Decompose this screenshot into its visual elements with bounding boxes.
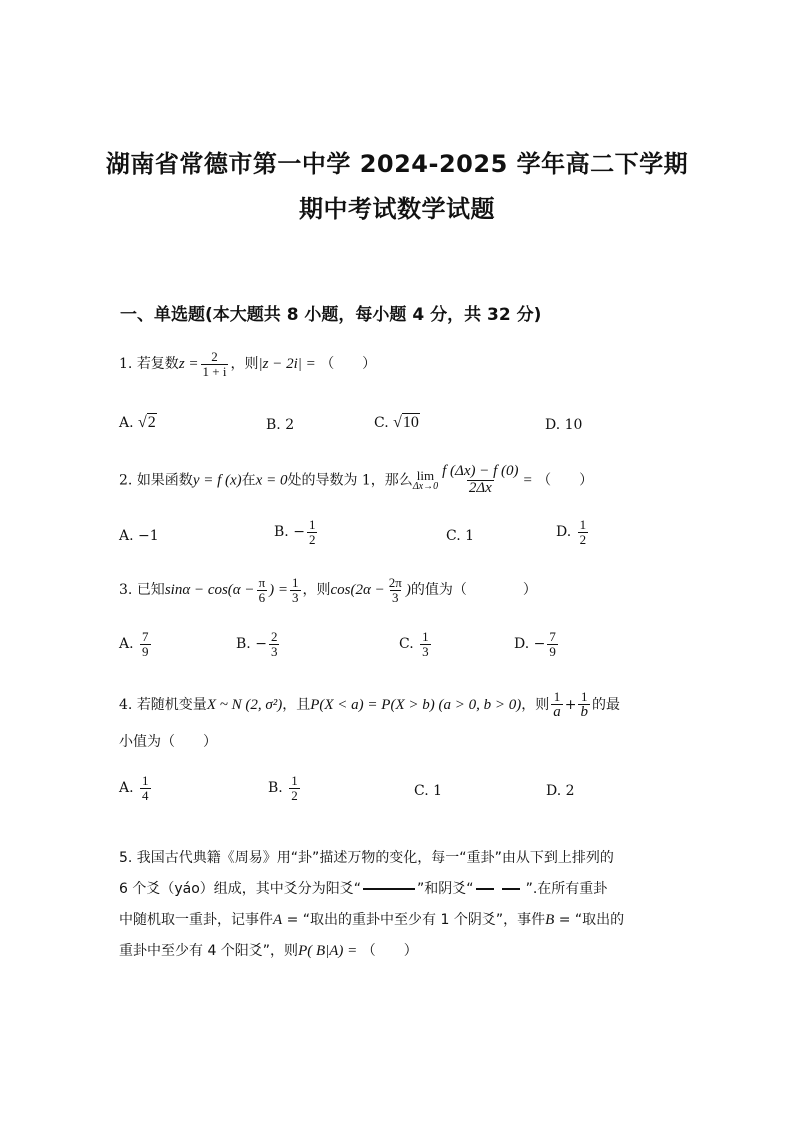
option-label: A. [119,636,134,653]
fraction-numerator: 2 [211,349,218,364]
fraction [269,630,280,658]
math-expr: ) = [269,582,289,599]
fraction-denominator: 2Δx [468,479,492,496]
math-expr: P(X < a) = P(X > b) (a > 0, b > 0) [310,697,522,714]
question-number: 4. [119,697,133,714]
option-a [119,630,153,658]
option-label: C. [414,783,429,799]
option-label: A. [119,415,134,431]
question-text: 中随机取一重卦，记事件 [119,912,273,928]
question-text: 在 [241,472,256,489]
fraction-numerator: π [258,575,266,590]
section-heading: 一、单选题(本大题共 8 小题，每小题 4 分，共 32 分) [120,305,542,325]
fraction [547,630,558,658]
fraction-denominator: 2 [291,787,298,803]
question-5-line-1: 5. 我国古代典籍《周易》用“卦”描述万物的变化，每一“重卦”由从下到上排列的 [119,850,614,866]
fraction [420,630,431,658]
fraction [140,774,151,802]
question-5 [119,843,679,967]
fraction-numerator: 1 [553,689,561,704]
fraction [551,690,563,720]
yin-yao-right-symbol [502,888,520,890]
math-expr: X ~ N (2, σ²) [206,697,283,714]
fraction-denominator: 1 + i [202,363,227,379]
option-b [268,774,302,802]
option-label: A. [119,780,134,797]
question-text: 已知 [136,582,165,599]
option-a [119,414,157,432]
fraction [290,576,301,604]
fraction-numerator: 1 [308,517,316,532]
fraction-denominator: 3 [422,643,429,659]
fraction-numerator: 2π [388,575,402,590]
exam-title-line-1: 湖南省常德市第一中学 2024-2025 学年高二下学期 [105,150,689,178]
math-expr: |z − 2i| = [258,356,316,373]
answer-paren: （ ） [361,943,418,959]
minus-sign: − [293,524,305,541]
option-label: B. [266,417,281,433]
fraction-denominator: 2 [308,531,316,547]
question-text: 若复数 [136,356,179,373]
question-number: 3. [119,582,133,599]
option-d [546,783,575,799]
sqrt-symbol: √2 [138,414,156,431]
fraction-numerator: 1 [142,773,149,788]
option-value: 2 [285,417,295,433]
option-value: −1 [138,528,159,544]
fraction-denominator: 3 [392,589,399,605]
radicand: 2 [147,414,156,431]
fraction [578,690,590,720]
option-d [556,518,590,546]
minus-sign: − [533,636,546,653]
question-text: ，则 [521,697,550,714]
fraction [387,576,404,604]
limit-word: lim [416,467,435,483]
question-text: = “取出的 [554,912,625,928]
option-label: C. [399,636,414,653]
question-text: ，则 [302,582,331,599]
fraction-denominator: 3 [292,589,299,605]
fraction-denominator: 3 [270,643,278,659]
fraction-numerator: 2 [270,629,278,644]
option-c [446,528,474,544]
event-b: B [545,912,555,928]
question-5-line-4 [119,936,679,967]
exam-title-line-2: 期中考试数学试题 [299,195,495,223]
yin-yao-left-symbol [476,888,494,890]
option-a [119,528,159,544]
option-c [399,630,433,658]
fraction [257,576,268,604]
fraction-numerator: 1 [580,689,588,704]
fraction [201,350,229,378]
option-label: D. [514,636,530,653]
fraction-denominator: b [580,703,588,720]
question-text: 如果函数 [136,472,193,489]
fraction [289,774,300,802]
fraction-numerator: f (Δx) − f (0) [442,463,519,479]
question-text: ”和阴爻“ [417,881,474,897]
option-label: A. [119,528,134,544]
question-text: ，且 [282,697,311,714]
option-label: B. [236,636,251,653]
fraction-denominator: 2 [579,531,587,547]
question-text: = “取出的重卦中至少有 1 个阴爻”，事件 [282,912,546,928]
option-b [236,630,281,658]
option-c [414,783,442,799]
fraction-numerator: 7 [549,629,556,644]
radicand: 10 [402,414,419,431]
question-1 [119,350,376,378]
sqrt-symbol: √10 [393,414,419,431]
math-expr: ) [405,582,411,599]
fraction-numerator: 1 [579,517,587,532]
fraction [440,464,520,497]
option-value: 10 [564,417,583,433]
option-label: D. [545,417,561,433]
question-5-line-3 [119,905,679,936]
option-value: 1 [433,783,443,799]
fraction-denominator: 9 [142,643,149,659]
yang-yao-symbol [363,888,415,890]
minus-sign: − [255,636,267,653]
fraction-numerator: 1 [292,575,299,590]
fraction-numerator: 1 [422,629,429,644]
option-label: B. [268,780,283,797]
question-5-line-2 [119,874,679,905]
math-expr: sinα − cos(α − [164,582,255,599]
fraction-numerator: 1 [291,773,298,788]
question-text: 若随机变量 [136,697,207,714]
equals-sign: = [522,472,533,489]
plus-sign: + [564,697,577,714]
option-value: 1 [465,528,475,544]
question-number: 2. [119,472,133,489]
fraction-denominator: 4 [142,787,149,803]
option-d [514,630,560,658]
question-4-continued: 小值为（ ） [119,734,217,750]
limit-subscript: Δx→0 [412,480,439,492]
math-expr: y = f (x) [192,472,242,489]
option-value: 2 [565,783,575,799]
option-label: C. [374,415,389,431]
math-expr: P( B|A) = [298,943,358,959]
fraction-denominator: a [553,703,561,720]
option-b [266,417,294,433]
question-text: 的最 [591,697,620,714]
question-3 [119,576,537,604]
fraction-denominator: 6 [258,589,266,605]
option-c [374,414,420,432]
option-b [274,518,319,546]
option-label: D. [546,783,562,799]
question-2 [119,464,593,497]
question-text: 的值为（ ） [410,582,537,599]
math-expr: z = [178,356,199,373]
event-a: A [273,912,283,928]
question-4 [119,690,620,720]
question-text: 处的导数为 1，那么 [287,472,413,489]
limit-operator [413,469,438,492]
option-a [119,774,153,802]
fraction [307,518,318,546]
option-label: D. [556,524,572,541]
option-label: C. [446,528,461,544]
question-text: ”.在所有重卦 [525,881,608,897]
math-expr: x = 0 [255,472,288,489]
question-text: ，则 [230,356,259,373]
fraction-denominator: 9 [549,643,556,659]
fraction [140,630,151,658]
math-expr: cos(2α − [330,582,385,599]
question-number: 1. [119,356,133,373]
option-label: B. [274,524,289,541]
answer-paren: （ ） [537,472,594,489]
option-d [545,417,582,433]
answer-paren: （ ） [320,356,377,373]
fraction-numerator: 7 [142,629,149,644]
question-text: 6 个爻（yáo）组成，其中爻分为阳爻“ [119,881,362,897]
fraction [578,518,589,546]
question-text: 重卦中至少有 4 个阳爻”，则 [119,943,299,959]
